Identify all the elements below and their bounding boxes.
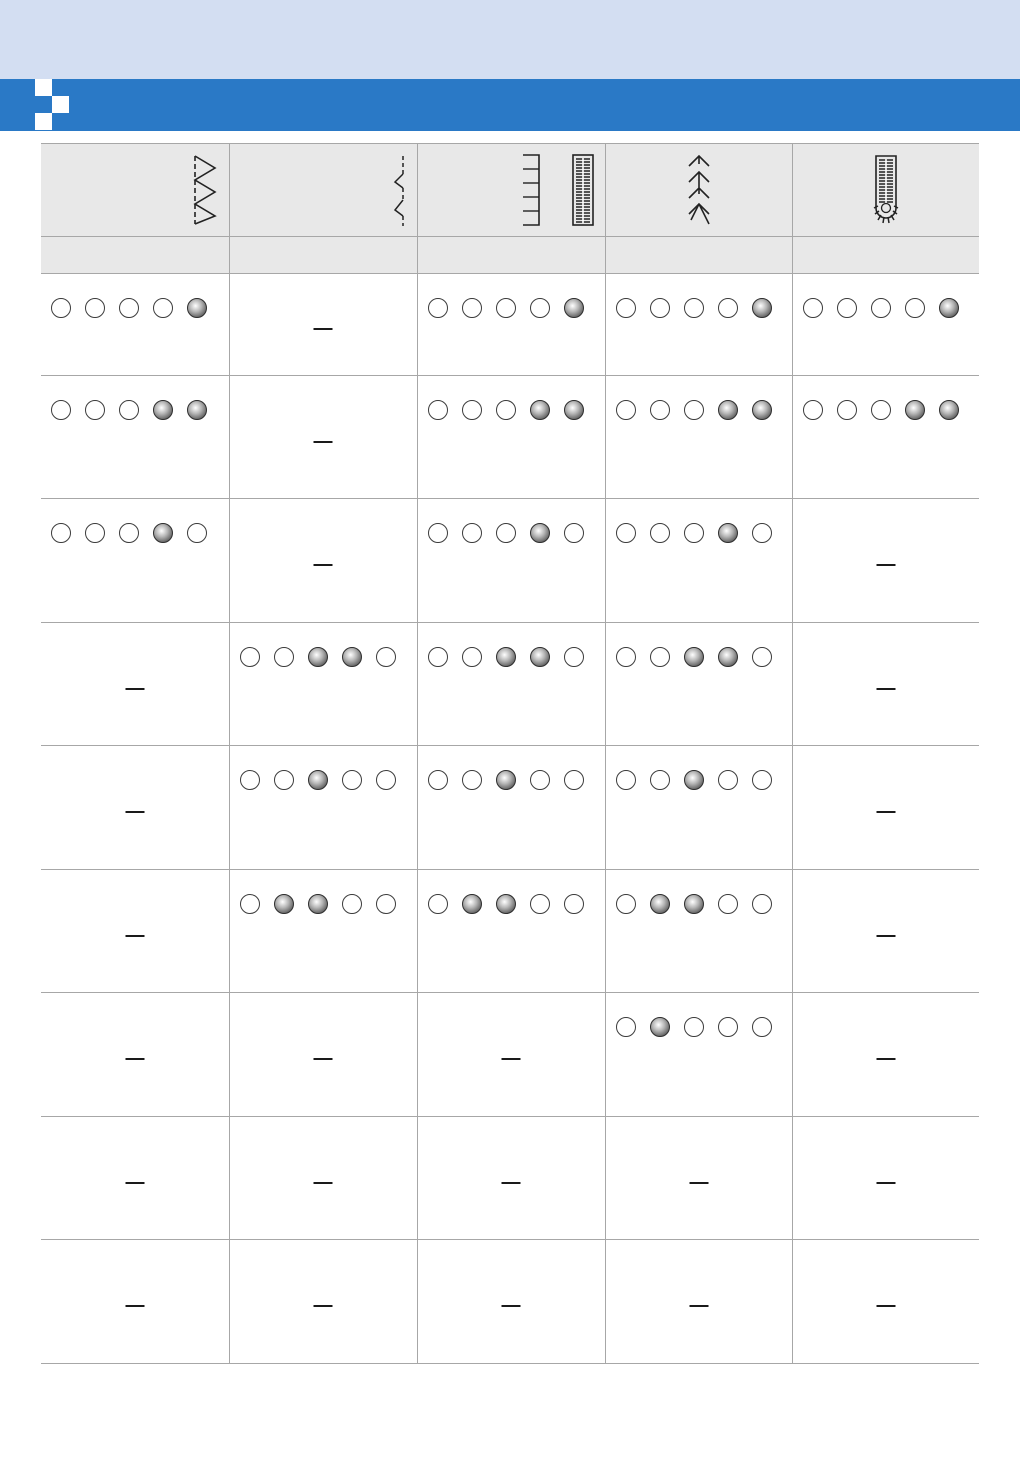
indicator-lamp-off-icon: [564, 894, 584, 914]
indicator-lamp-off-icon: [616, 894, 636, 914]
not-applicable-cell: [41, 993, 229, 1117]
indicator-lamp-off-icon: [85, 400, 105, 420]
indicator-lamps: [418, 400, 605, 420]
indicator-lamp-on-icon: [650, 1017, 670, 1037]
indicator-lamp-off-icon: [119, 400, 139, 420]
indicator-lamp-off-icon: [342, 770, 362, 790]
not-applicable-cell: [229, 499, 417, 623]
not-applicable-cell: [792, 870, 979, 993]
indicator-lamp-off-icon: [428, 770, 448, 790]
indicator-lamps: [606, 298, 792, 318]
dash-icon: [876, 1058, 895, 1060]
not-applicable-cell: [605, 1117, 792, 1240]
indicator-lamp-off-icon: [616, 523, 636, 543]
indicator-lamp-off-icon: [496, 298, 516, 318]
setting-row: [41, 870, 979, 993]
indicator-lamp-on-icon: [187, 400, 207, 420]
indicator-lamp-off-icon: [119, 298, 139, 318]
buttonhole-bartack-icon: [521, 153, 595, 227]
not-applicable-cell: [229, 274, 417, 376]
not-applicable-cell: [792, 746, 979, 870]
indicator-cell: [417, 376, 605, 499]
indicator-lamp-off-icon: [428, 894, 448, 914]
indicator-lamp-off-icon: [428, 298, 448, 318]
indicator-lamp-off-icon: [752, 1017, 772, 1037]
indicator-cell: [417, 746, 605, 870]
blind-hem-stitch-icon: [391, 154, 407, 226]
indicator-lamp-off-icon: [684, 523, 704, 543]
indicator-lamp-off-icon: [187, 523, 207, 543]
indicator-lamp-on-icon: [496, 647, 516, 667]
indicator-lamp-on-icon: [187, 298, 207, 318]
indicator-lamp-off-icon: [462, 400, 482, 420]
not-applicable-cell: [605, 1240, 792, 1364]
not-applicable-cell: [229, 1117, 417, 1240]
dash-icon: [125, 1305, 144, 1307]
not-applicable-cell: [229, 993, 417, 1117]
setting-row: [41, 623, 979, 746]
indicator-cell: [229, 746, 417, 870]
indicator-lamp-off-icon: [616, 298, 636, 318]
indicator-lamp-off-icon: [274, 770, 294, 790]
indicator-lamp-off-icon: [564, 770, 584, 790]
dash-icon: [314, 564, 333, 566]
indicator-cell: [792, 376, 979, 499]
indicator-cell: [605, 993, 792, 1117]
not-applicable-cell: [41, 746, 229, 870]
indicator-cell: [605, 623, 792, 746]
indicator-lamp-off-icon: [718, 1017, 738, 1037]
setting-row: [41, 499, 979, 623]
indicator-lamps: [230, 647, 417, 667]
header-band: [0, 0, 1020, 79]
indicator-lamp-off-icon: [530, 770, 550, 790]
not-applicable-cell: [417, 993, 605, 1117]
dash-icon: [314, 1058, 333, 1060]
not-applicable-cell: [229, 1240, 417, 1364]
indicator-lamp-on-icon: [564, 298, 584, 318]
not-applicable-cell: [41, 623, 229, 746]
indicator-cell: [605, 274, 792, 376]
indicator-lamp-off-icon: [428, 400, 448, 420]
indicator-lamp-on-icon: [308, 894, 328, 914]
indicator-lamp-on-icon: [153, 523, 173, 543]
dash-icon: [876, 688, 895, 690]
indicator-lamps: [606, 894, 792, 914]
indicator-lamp-off-icon: [905, 298, 925, 318]
not-applicable-cell: [229, 376, 417, 499]
indicator-lamp-on-icon: [308, 647, 328, 667]
indicator-lamp-off-icon: [85, 523, 105, 543]
not-applicable-cell: [792, 1117, 979, 1240]
indicator-lamp-off-icon: [684, 400, 704, 420]
indicator-lamp-off-icon: [803, 298, 823, 318]
indicator-lamp-on-icon: [684, 647, 704, 667]
dash-icon: [125, 935, 144, 937]
indicator-lamp-off-icon: [428, 523, 448, 543]
indicator-lamp-off-icon: [564, 647, 584, 667]
stitch-icon-row: [41, 144, 979, 237]
column-subheader: [605, 237, 792, 274]
indicator-lamp-off-icon: [684, 298, 704, 318]
not-applicable-cell: [41, 1240, 229, 1364]
indicator-lamp-off-icon: [616, 770, 636, 790]
indicator-lamp-on-icon: [905, 400, 925, 420]
indicator-cell: [417, 499, 605, 623]
indicator-lamp-on-icon: [939, 400, 959, 420]
zigzag-stitch-icon: [191, 154, 219, 226]
indicator-lamp-off-icon: [274, 647, 294, 667]
indicator-cell: [605, 499, 792, 623]
indicator-lamp-off-icon: [462, 647, 482, 667]
indicator-lamps: [41, 523, 229, 543]
indicator-lamp-on-icon: [684, 770, 704, 790]
indicator-lamp-on-icon: [153, 400, 173, 420]
indicator-lamp-off-icon: [752, 647, 772, 667]
indicator-lamp-off-icon: [496, 523, 516, 543]
indicator-lamps: [606, 647, 792, 667]
indicator-lamp-off-icon: [51, 523, 71, 543]
indicator-lamp-off-icon: [871, 298, 891, 318]
indicator-lamp-off-icon: [496, 400, 516, 420]
indicator-lamp-off-icon: [51, 298, 71, 318]
indicator-lamps: [606, 400, 792, 420]
indicator-lamp-off-icon: [650, 770, 670, 790]
dash-icon: [876, 1305, 895, 1307]
indicator-lamps: [41, 298, 229, 318]
indicator-cell: [417, 623, 605, 746]
not-applicable-cell: [792, 993, 979, 1117]
dash-icon: [502, 1182, 521, 1184]
dash-icon: [125, 688, 144, 690]
indicator-lamps: [418, 523, 605, 543]
indicator-cell: [41, 499, 229, 623]
indicator-lamp-on-icon: [650, 894, 670, 914]
indicator-lamp-off-icon: [564, 523, 584, 543]
dash-icon: [876, 1182, 895, 1184]
column-subheader: [41, 237, 229, 274]
not-applicable-cell: [792, 1240, 979, 1364]
dash-icon: [502, 1305, 521, 1307]
feather-stitch-icon: [686, 154, 712, 226]
indicator-lamp-off-icon: [462, 770, 482, 790]
indicator-lamp-off-icon: [616, 400, 636, 420]
indicator-lamps: [418, 770, 605, 790]
checker-logo-icon: [0, 79, 72, 131]
section-title-bar: [0, 79, 1020, 131]
dash-icon: [125, 1182, 144, 1184]
column-header-keyhole: [792, 144, 979, 237]
indicator-lamp-on-icon: [496, 770, 516, 790]
column-subheader: [417, 237, 605, 274]
indicator-cell: [417, 274, 605, 376]
indicator-lamp-off-icon: [85, 298, 105, 318]
indicator-lamp-off-icon: [718, 298, 738, 318]
indicator-lamp-on-icon: [752, 298, 772, 318]
indicator-lamps: [418, 894, 605, 914]
indicator-lamp-on-icon: [530, 523, 550, 543]
indicator-lamp-on-icon: [342, 647, 362, 667]
indicator-lamps: [418, 298, 605, 318]
setting-row: [41, 274, 979, 376]
column-header-blind-hem: [229, 144, 417, 237]
indicator-lamp-on-icon: [718, 400, 738, 420]
indicator-lamp-off-icon: [376, 770, 396, 790]
indicator-lamps: [793, 298, 980, 318]
indicator-lamp-off-icon: [684, 1017, 704, 1037]
indicator-lamps: [606, 1017, 792, 1037]
indicator-lamp-off-icon: [752, 523, 772, 543]
indicator-lamp-off-icon: [803, 400, 823, 420]
not-applicable-cell: [417, 1117, 605, 1240]
dash-icon: [689, 1305, 708, 1307]
indicator-cell: [605, 870, 792, 993]
dash-icon: [314, 1182, 333, 1184]
column-header-zigzag: [41, 144, 229, 237]
dash-icon: [876, 811, 895, 813]
indicator-lamp-off-icon: [530, 298, 550, 318]
not-applicable-cell: [41, 1117, 229, 1240]
indicator-lamp-off-icon: [837, 400, 857, 420]
indicator-lamp-off-icon: [650, 523, 670, 543]
indicator-lamp-off-icon: [650, 298, 670, 318]
column-header-feather: [605, 144, 792, 237]
indicator-lamp-off-icon: [616, 647, 636, 667]
indicator-cell: [41, 376, 229, 499]
dash-icon: [125, 811, 144, 813]
indicator-lamp-on-icon: [564, 400, 584, 420]
indicator-lamp-on-icon: [462, 894, 482, 914]
indicator-cell: [229, 870, 417, 993]
indicator-lamps: [41, 400, 229, 420]
keyhole-buttonhole-icon: [873, 154, 899, 226]
indicator-lamp-on-icon: [939, 298, 959, 318]
indicator-lamps: [230, 894, 417, 914]
not-applicable-cell: [41, 870, 229, 993]
dash-icon: [125, 1058, 144, 1060]
dash-icon: [876, 935, 895, 937]
indicator-lamps: [793, 400, 980, 420]
indicator-lamp-on-icon: [752, 400, 772, 420]
indicator-lamp-off-icon: [240, 770, 260, 790]
indicator-lamp-on-icon: [308, 770, 328, 790]
indicator-lamp-on-icon: [718, 647, 738, 667]
stitch-settings-table: [41, 143, 979, 1364]
indicator-lamp-off-icon: [240, 647, 260, 667]
column-subheader: [792, 237, 979, 274]
indicator-lamp-on-icon: [274, 894, 294, 914]
indicator-lamp-on-icon: [496, 894, 516, 914]
setting-row: [41, 376, 979, 499]
indicator-lamp-off-icon: [376, 894, 396, 914]
indicator-lamp-off-icon: [837, 298, 857, 318]
indicator-lamp-off-icon: [51, 400, 71, 420]
indicator-cell: [605, 746, 792, 870]
indicator-lamp-off-icon: [153, 298, 173, 318]
indicator-lamp-off-icon: [718, 770, 738, 790]
setting-row: [41, 1117, 979, 1240]
setting-row: [41, 1240, 979, 1364]
dash-icon: [314, 328, 333, 330]
indicator-lamp-off-icon: [342, 894, 362, 914]
indicator-lamp-on-icon: [718, 523, 738, 543]
indicator-lamp-off-icon: [240, 894, 260, 914]
dash-icon: [876, 564, 895, 566]
indicator-cell: [605, 376, 792, 499]
indicator-lamp-off-icon: [530, 894, 550, 914]
indicator-lamp-on-icon: [684, 894, 704, 914]
not-applicable-cell: [792, 623, 979, 746]
not-applicable-cell: [792, 499, 979, 623]
indicator-lamps: [230, 770, 417, 790]
indicator-lamp-on-icon: [530, 400, 550, 420]
indicator-lamp-off-icon: [650, 400, 670, 420]
indicator-lamp-off-icon: [462, 298, 482, 318]
dash-icon: [689, 1182, 708, 1184]
indicator-lamp-off-icon: [752, 770, 772, 790]
indicator-cell: [229, 623, 417, 746]
indicator-lamp-off-icon: [650, 647, 670, 667]
indicator-lamp-off-icon: [462, 523, 482, 543]
setting-row: [41, 993, 979, 1117]
indicator-cell: [417, 870, 605, 993]
setting-row: [41, 746, 979, 870]
indicator-lamps: [418, 647, 605, 667]
dash-icon: [502, 1058, 521, 1060]
indicator-lamp-off-icon: [119, 523, 139, 543]
indicator-lamp-off-icon: [428, 647, 448, 667]
indicator-lamps: [606, 770, 792, 790]
dash-icon: [314, 1305, 333, 1307]
indicator-lamp-off-icon: [376, 647, 396, 667]
indicator-lamp-off-icon: [616, 1017, 636, 1037]
indicator-cell: [792, 274, 979, 376]
indicator-lamp-off-icon: [752, 894, 772, 914]
dash-icon: [314, 441, 333, 443]
not-applicable-cell: [417, 1240, 605, 1364]
indicator-lamps: [606, 523, 792, 543]
indicator-lamp-off-icon: [718, 894, 738, 914]
column-header-buttonhole: [417, 144, 605, 237]
indicator-lamp-off-icon: [871, 400, 891, 420]
indicator-lamp-on-icon: [530, 647, 550, 667]
indicator-cell: [41, 274, 229, 376]
column-subheader-row: [41, 237, 979, 274]
column-subheader: [229, 237, 417, 274]
